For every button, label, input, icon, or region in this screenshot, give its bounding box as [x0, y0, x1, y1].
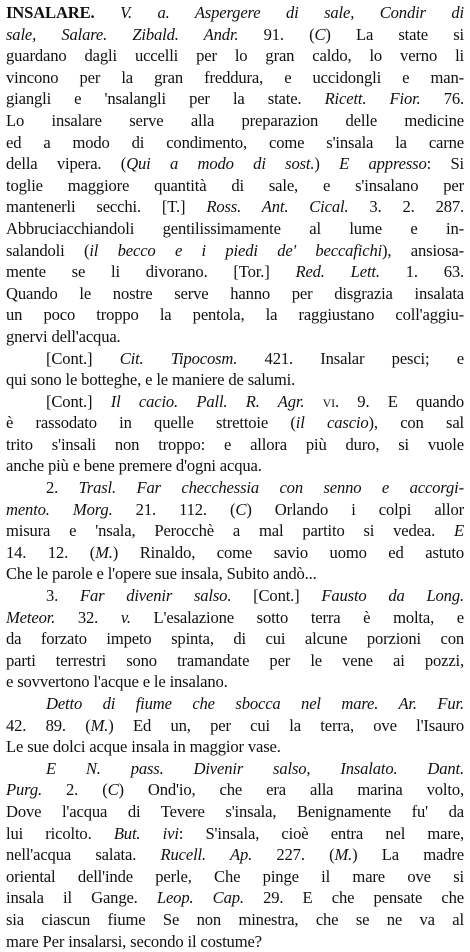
text-run: ) Rinaldo, come savio uomo ed astuto: [112, 542, 464, 562]
italic-text: M.: [90, 715, 109, 735]
italic-text: il becco e i piedi de' beccafichi: [89, 240, 383, 260]
text-run: ed a modo di condimento, come s'insala la carne: [6, 132, 464, 152]
text-run: ): [314, 154, 340, 174]
text-line: [6, 931, 464, 952]
italic-text: Trasl. Far checchessia con senno e accorgi-: [78, 478, 464, 498]
text-run: è rassodato in quelle strettoie (: [6, 413, 296, 433]
text-run: 227. (: [252, 845, 335, 865]
text-line: [6, 153, 464, 175]
italic-text: Red. Lett.: [295, 262, 380, 282]
text-run: un poco troppo la pentola, la raggiustano coll'aggiu-: [6, 305, 464, 325]
text-run: oriental dell'inde perle, Che pinge il mare ove si: [6, 866, 464, 886]
text-line: [6, 67, 464, 89]
text-line: [6, 348, 464, 370]
text-line: [6, 758, 464, 780]
italic-text: Far divenir salso.: [79, 586, 232, 606]
italic-text: V. a. Aspergere di sale, Condir di: [120, 3, 464, 22]
text-line: [6, 823, 464, 845]
text-line: [6, 110, 464, 132]
text-line: [6, 866, 464, 888]
text-run: giangli e 'nsalangli per la state.: [6, 89, 325, 109]
italic-text: Fausto da Long.: [321, 586, 464, 606]
text-run: Che le parole e l'opere sue insala, Subito andò...: [6, 564, 317, 584]
text-run: nell'acqua salata.: [6, 845, 161, 865]
text-run: gnervi dell'acqua.: [6, 326, 121, 346]
text-run: 1. 63.: [379, 262, 464, 282]
text-run: [Cont.]: [46, 391, 111, 411]
text-line: [6, 369, 464, 391]
text-line: [6, 477, 464, 499]
italic-text: Cit. Tipocosm.: [119, 348, 238, 368]
text-run: 421. Insalar pesci; e: [237, 348, 464, 368]
text-run: qui sono le botteghe, e le maniere de salumi.: [6, 370, 296, 390]
text-run: ) La state si: [325, 24, 464, 44]
text-line: [6, 887, 464, 909]
text-line: [6, 499, 464, 521]
text-line: [6, 2, 464, 24]
text-run: L'esalazione sotto terra è molta, e: [130, 607, 464, 627]
text-run: [304, 392, 322, 411]
text-run: Quando le nostre serve hanno per disgrazia insalata: [6, 283, 464, 303]
text-line: [6, 542, 464, 564]
text-line: [6, 844, 464, 866]
text-run: mente se li divorano. [Tor.]: [6, 262, 296, 282]
text-run: anche più e bene premere d'ogni acqua.: [6, 456, 262, 476]
text-run: lui ricolto.: [6, 823, 114, 843]
text-run: 76.: [420, 89, 464, 109]
text-run: Lo insalare serve alla preparazion delle medicine: [6, 110, 464, 130]
text-run: toglie maggiore quantità di sale, e s'insalano per: [6, 175, 464, 195]
italic-text: E: [454, 521, 464, 541]
text-line: [6, 304, 464, 326]
text-run: 42. 89. (: [6, 715, 91, 735]
text-run: : S'insala, cioè entra nel mare,: [178, 823, 464, 843]
text-run: Le sue dolci acque insala in maggior vase.: [6, 737, 281, 757]
text-line: [6, 628, 464, 650]
text-run: parti terrestri sono tramandate per le vene ai pozzi,: [6, 650, 464, 670]
text-line: [6, 196, 464, 218]
text-line: [6, 585, 464, 607]
text-line: [6, 88, 464, 110]
italic-text: mento. Morg.: [6, 499, 113, 519]
text-run: trito s'insali non troppo: e allora più duro, si vuole: [6, 434, 464, 454]
italic-text: C: [107, 780, 119, 800]
text-run: 91. (: [238, 24, 315, 44]
text-run: 14. 12. (: [6, 542, 96, 562]
text-line: [6, 391, 464, 413]
text-run: insala il Gange.: [6, 888, 157, 908]
text-run: 3.: [46, 586, 80, 606]
italic-text: C: [314, 24, 326, 44]
text-run: misura e 'nsala, Perocchè a mal partito si vedea.: [6, 521, 454, 541]
text-run: : Si: [426, 154, 464, 174]
text-run: sia ciascun fiume Se non minestra, che se ne va al: [6, 909, 464, 929]
italic-text: C: [235, 499, 247, 519]
text-run: 32.: [55, 607, 121, 627]
text-line: [6, 563, 464, 585]
italic-text: sale, Salare. Zibald. Andr.: [6, 24, 239, 44]
italic-text: Ross. Ant. Cical.: [206, 197, 349, 217]
italic-text: v.: [120, 607, 131, 627]
italic-text: M.: [334, 845, 353, 865]
text-line: [6, 455, 464, 477]
italic-text: But. ivi: [113, 823, 179, 843]
text-line: [6, 24, 464, 46]
text-line: [6, 671, 464, 693]
text-line: [6, 693, 464, 715]
text-run: 2.: [46, 478, 79, 498]
text-run: e sovvertono l'acque e le insalano.: [6, 672, 228, 692]
text-run: vincono per la gran freddura, e uccidongli e man-: [6, 67, 464, 87]
text-run: mare Per insalarsi, secondo il costume?: [6, 931, 262, 951]
italic-text: E N. pass. Divenir salso, Insalato. Dant.: [46, 758, 464, 778]
text-line: [6, 650, 464, 672]
text-line: [6, 434, 464, 456]
text-run: ) Ed un, per cui la terra, ove l'Isauro: [108, 715, 464, 735]
italic-text: Leop. Cap.: [156, 888, 244, 908]
text-run: vi: [322, 391, 335, 411]
text-line: [6, 175, 464, 197]
text-run: della vipera. (: [6, 154, 127, 174]
dictionary-entry-insalare: [6, 2, 464, 952]
text-line: [6, 240, 464, 262]
italic-text: Rucell. Ap.: [160, 845, 253, 865]
text-line: [6, 715, 464, 737]
text-run: ) Ond'io, che era alla marina volto,: [118, 780, 464, 800]
text-line: [6, 779, 464, 801]
italic-text: Qui a modo di sost.: [126, 154, 315, 174]
italic-text: E appresso: [339, 154, 427, 174]
text-line: [6, 736, 464, 758]
text-run: Abbruciacchiandoli gentilissimamente al lume e in-: [6, 218, 464, 238]
italic-text: il cascio: [295, 413, 369, 433]
headword: INSALARE.: [6, 3, 95, 22]
text-line: [6, 326, 464, 348]
text-run: ) Orlando i colpi allor: [246, 499, 464, 519]
text-run: [Cont.]: [46, 348, 120, 368]
italic-text: Detto di fiume che sbocca nel mare. Ar. Fur.: [46, 694, 464, 713]
text-run: 21. 112. (: [112, 499, 236, 519]
text-run: 29. E che pensate che: [243, 888, 464, 908]
text-run: guardano dagli uccelli per lo gran caldo, lo verno li: [6, 46, 464, 66]
italic-text: M.: [95, 542, 113, 562]
text-line: [6, 132, 464, 154]
text-run: 3. 2. 287.: [348, 197, 464, 217]
text-run: [Cont.]: [231, 586, 322, 606]
text-line: [6, 45, 464, 67]
italic-text: Purg.: [6, 780, 42, 800]
text-line: [6, 412, 464, 434]
text-run: ) La madre: [352, 845, 464, 865]
text-line: [6, 607, 464, 629]
text-line: [6, 218, 464, 240]
text-run: . 9. E quando: [335, 391, 464, 411]
text-line: [6, 909, 464, 931]
text-line: [6, 261, 464, 283]
italic-text: Il cacio. Pall. R. Agr.: [110, 391, 305, 411]
italic-text: Ricett. Fior.: [324, 89, 421, 109]
text-line: [6, 283, 464, 305]
italic-text: Meteor.: [6, 607, 56, 627]
text-run: ), ansiosa-: [382, 240, 464, 260]
text-line: [6, 520, 464, 542]
text-run: Dove l'acqua di Tevere s'insala, Benignamente fu' da: [6, 801, 464, 821]
text-run: ), con sal: [368, 413, 464, 433]
text-run: [95, 3, 121, 22]
text-line: [6, 801, 464, 823]
text-run: 2. (: [41, 780, 108, 800]
text-run: salandoli (: [6, 240, 90, 260]
text-run: da forzato impeto spinta, di cui alcune porzioni con: [6, 629, 464, 649]
text-run: mantenerli secchi. [T.]: [6, 197, 207, 217]
